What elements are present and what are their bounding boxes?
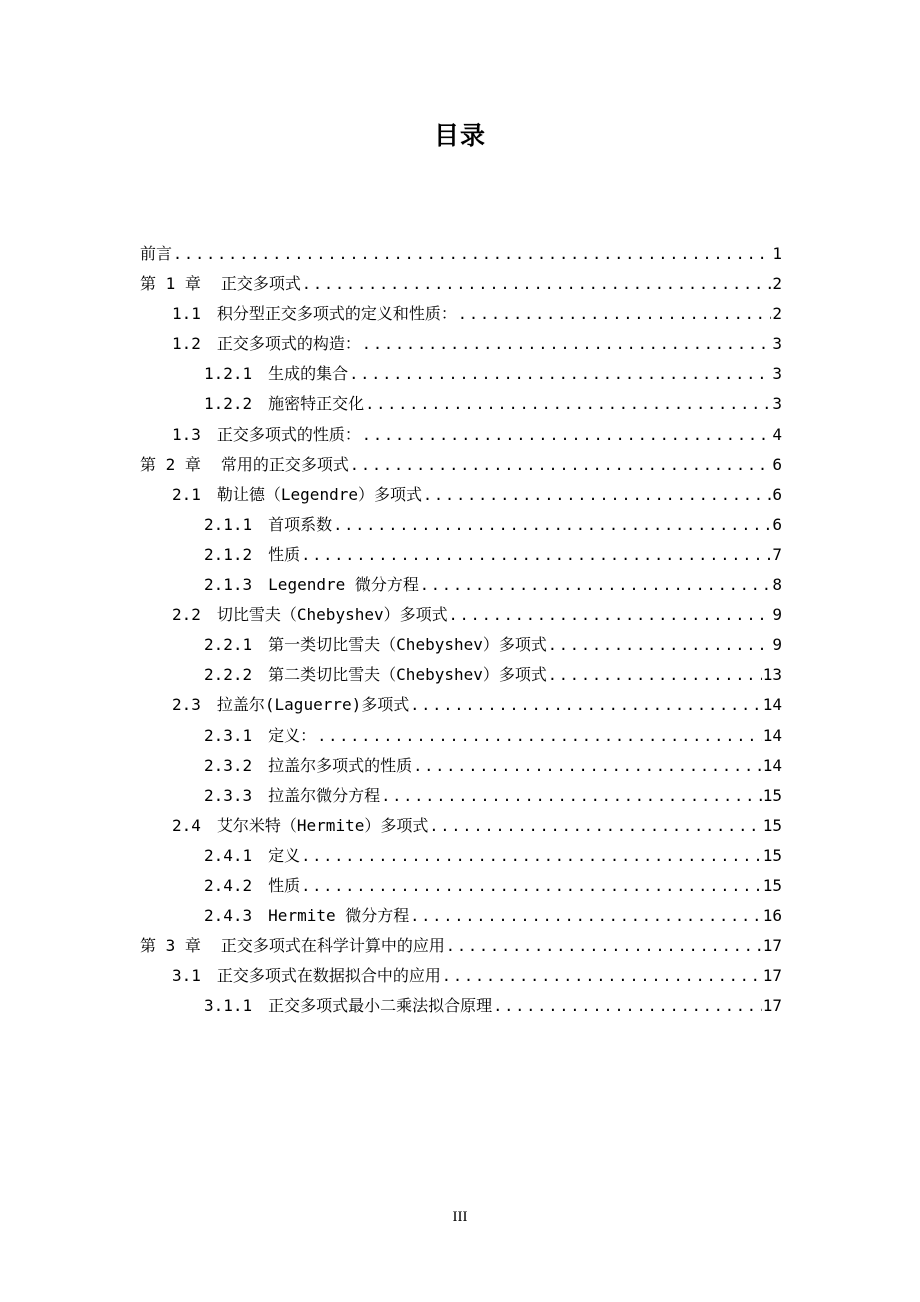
toc-entry-number: 2.2.2 (204, 665, 253, 685)
toc-entry-page: 14 (762, 725, 782, 745)
toc-entry[interactable] (140, 510, 782, 540)
toc-entry-label: 拉盖尔微分方程 (268, 785, 381, 805)
toc-entry-page: 1 (772, 244, 782, 263)
dot-leader (362, 329, 771, 359)
page-number: III (452, 1209, 468, 1225)
dot-leader (429, 811, 761, 841)
toc-entry-page: 2 (772, 274, 782, 294)
dot-leader (317, 721, 762, 751)
toc-entry-number: 2.3.2 (204, 755, 253, 775)
toc-entry-number: 2.4.3 (204, 906, 253, 926)
toc-entry[interactable] (140, 450, 782, 480)
dot-leader (301, 871, 762, 901)
dot-leader (381, 781, 762, 811)
toc-entry-page: 2 (772, 304, 782, 324)
toc-entry-label: 艾尔米特（Hermite）多项式 (216, 815, 429, 835)
toc-entry-label: 生成的集合 (268, 364, 349, 384)
toc-entry[interactable] (140, 690, 782, 720)
dot-leader (301, 540, 771, 570)
toc-entry-number: 1.3 (172, 424, 201, 444)
toc-entry-page: 15 (762, 875, 782, 895)
dot-leader (423, 480, 771, 510)
dot-leader (420, 570, 771, 600)
toc-entry[interactable] (140, 269, 782, 299)
toc-entry-page: 15 (762, 815, 782, 835)
toc-entry-number: 2.1.1 (204, 514, 253, 534)
toc-entry-number: 3.1.1 (204, 996, 253, 1016)
dot-leader (365, 389, 771, 419)
toc-entry-number: 2.1.2 (204, 544, 253, 564)
toc-entry[interactable] (140, 871, 782, 901)
toc-entry-label: Hermite 微分方程 (268, 906, 410, 926)
toc-entry[interactable] (140, 329, 782, 359)
toc-entry-label: 第一类切比雪夫（Chebyshev）多项式 (268, 635, 547, 655)
toc-entry-number: 2.2 (172, 605, 201, 625)
toc-entry[interactable] (140, 239, 782, 269)
toc-entry-page: 3 (772, 334, 782, 354)
toc-entry-page: 6 (772, 454, 782, 474)
toc-entry[interactable] (140, 901, 782, 931)
toc-entry[interactable] (140, 420, 782, 450)
dot-leader (458, 299, 771, 329)
dot-leader (413, 751, 762, 781)
toc-entry-label: 首项系数 (268, 514, 333, 534)
toc-entry-page: 17 (762, 936, 782, 956)
toc-entry-page: 14 (762, 695, 782, 715)
toc-entry[interactable] (140, 991, 782, 1021)
dot-leader (410, 690, 761, 720)
toc-entry-number: 1.2 (172, 334, 201, 354)
dot-leader (548, 630, 771, 660)
toc-entry-label: 正交多项式的构造： (216, 334, 361, 354)
toc-entry-label: 拉盖尔(Laguerre)多项式 (216, 695, 410, 715)
toc-entry-number: 第 1 章 (140, 274, 201, 294)
toc-entry-page: 6 (772, 484, 782, 504)
toc-entry-number: 2.1 (172, 484, 201, 504)
dot-leader (442, 961, 762, 991)
toc-entry-label: 施密特正交化 (268, 394, 365, 414)
toc-entry[interactable] (140, 480, 782, 510)
dot-leader (349, 359, 771, 389)
toc-entry-page: 9 (772, 605, 782, 625)
dot-leader (548, 660, 762, 690)
dot-leader (446, 931, 762, 961)
toc-entry-page: 3 (772, 364, 782, 384)
toc-entry-label: 常用的正交多项式 (220, 454, 349, 474)
toc-entry[interactable] (140, 781, 782, 811)
toc-entry-page: 15 (762, 845, 782, 865)
toc-entry-number: 2.3 (172, 695, 201, 715)
toc-entry-number: 1.1 (172, 304, 201, 324)
toc-entry-label: 正交多项式 (220, 274, 301, 294)
toc-entry-label: 勒让德（Legendre）多项式 (216, 484, 422, 504)
toc-entry-number: 2.4 (172, 815, 201, 835)
toc-entry-page: 6 (772, 514, 782, 534)
toc-entry-number: 2.4.1 (204, 845, 253, 865)
toc-entry-label: 正交多项式在科学计算中的应用 (220, 936, 445, 956)
toc-entry-page: 8 (772, 575, 782, 595)
toc-entry[interactable] (140, 299, 782, 329)
toc-entry-label: 正交多项式的性质： (216, 424, 361, 444)
toc-entry-page: 17 (762, 996, 782, 1016)
toc-entry[interactable] (140, 841, 782, 871)
toc-entry-page: 3 (772, 394, 782, 414)
toc-entry-label: 正交多项式最小二乘法拟合原理 (268, 996, 493, 1016)
dot-leader (302, 269, 771, 299)
dot-leader (173, 239, 771, 269)
dot-leader (493, 991, 762, 1021)
toc-entry-number: 3.1 (172, 966, 201, 986)
toc-entry-page: 15 (762, 785, 782, 805)
toc-entry-number: 2.3.1 (204, 725, 253, 745)
toc-entry-number: 2.3.3 (204, 785, 253, 805)
toc-entry[interactable] (140, 660, 782, 690)
dot-leader (362, 420, 771, 450)
toc-entry-label: 切比雪夫（Chebyshev）多项式 (216, 605, 448, 625)
toc-entry[interactable] (140, 540, 782, 570)
toc-entry-page: 14 (762, 755, 782, 775)
toc-entry-page: 13 (762, 665, 782, 685)
toc-entry-number: 2.4.2 (204, 875, 253, 895)
toc-entry-page: 17 (762, 966, 782, 986)
toc-entry-number: 1.2.2 (204, 394, 253, 414)
dot-leader (333, 510, 771, 540)
toc-entry[interactable] (140, 721, 782, 751)
dot-leader (301, 841, 762, 871)
toc-entry-page: 9 (772, 635, 782, 655)
toc-entry-label: 定义 (268, 845, 301, 865)
toc-entry-label: 正交多项式在数据拟合中的应用 (216, 966, 441, 986)
toc-entry-page: 7 (772, 544, 782, 564)
dot-leader (449, 600, 772, 630)
toc-entry[interactable] (140, 600, 782, 630)
toc-entry-number: 第 2 章 (140, 454, 201, 474)
toc-entry[interactable] (140, 931, 782, 961)
toc-entry[interactable] (140, 630, 782, 660)
toc-entry-label: 前言 (140, 244, 173, 263)
toc-entry-number: 第 3 章 (140, 936, 201, 956)
toc-entry-label: 拉盖尔多项式的性质 (268, 755, 413, 775)
dot-leader (410, 901, 761, 931)
toc-entry[interactable] (140, 359, 782, 389)
toc-entry[interactable] (140, 811, 782, 841)
toc-entry[interactable] (140, 751, 782, 781)
toc-entry[interactable] (140, 961, 782, 991)
toc-entry-label: 定义： (268, 725, 317, 745)
toc-entry-label: Legendre 微分方程 (268, 575, 419, 595)
toc-entry[interactable] (140, 570, 782, 600)
toc-entry-label: 性质 (268, 875, 301, 895)
toc-entry-page: 16 (762, 906, 782, 926)
toc-entry-number: 1.2.1 (204, 364, 253, 384)
toc-entry-number: 2.1.3 (204, 575, 253, 595)
page-title: 目录 (433, 121, 486, 150)
toc-entry-label: 积分型正交多项式的定义和性质： (216, 304, 457, 324)
toc-entry-label: 性质 (268, 544, 301, 564)
table-of-contents (140, 239, 782, 1021)
dot-leader (350, 450, 771, 480)
toc-entry-label: 第二类切比雪夫（Chebyshev）多项式 (268, 665, 547, 685)
toc-entry[interactable] (140, 389, 782, 419)
toc-entry-number: 2.2.1 (204, 635, 253, 655)
toc-entry-page: 4 (772, 424, 782, 444)
